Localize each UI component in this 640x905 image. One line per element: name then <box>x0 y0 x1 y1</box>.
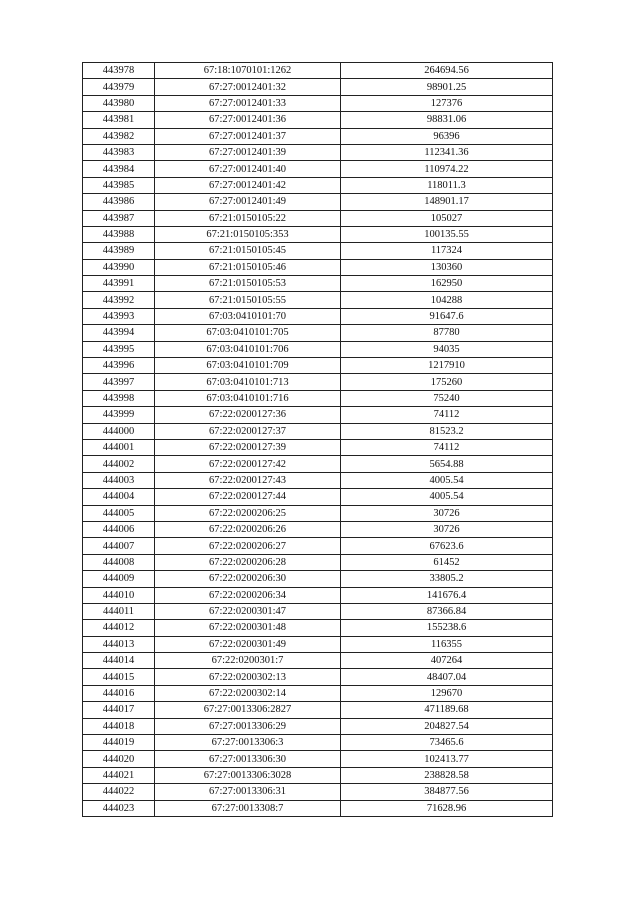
cadastral-number-cell: 67:03:0410101:705 <box>155 325 341 341</box>
value-cell: 148901.17 <box>341 194 553 210</box>
row-id-cell: 444005 <box>83 505 155 521</box>
row-id-cell: 443995 <box>83 341 155 357</box>
cadastral-number-cell: 67:22:0200302:13 <box>155 669 341 685</box>
value-cell: 141676.4 <box>341 587 553 603</box>
row-id-cell: 444016 <box>83 685 155 701</box>
row-id-cell: 443987 <box>83 210 155 226</box>
table-row <box>83 210 553 226</box>
table-row <box>83 341 553 357</box>
value-cell: 130360 <box>341 259 553 275</box>
table-row <box>83 587 553 603</box>
row-id-cell: 444011 <box>83 603 155 619</box>
value-cell: 127376 <box>341 95 553 111</box>
cadastral-number-cell: 67:27:0013306:31 <box>155 784 341 800</box>
table-row <box>83 735 553 751</box>
value-cell: 87780 <box>341 325 553 341</box>
table-row <box>83 177 553 193</box>
value-cell: 102413.77 <box>341 751 553 767</box>
table-row <box>83 259 553 275</box>
data-table <box>82 62 553 817</box>
row-id-cell: 444019 <box>83 735 155 751</box>
value-cell: 116355 <box>341 636 553 652</box>
row-id-cell: 444009 <box>83 571 155 587</box>
value-cell: 33805.2 <box>341 571 553 587</box>
table-row <box>83 456 553 472</box>
cadastral-number-cell: 67:22:0200206:27 <box>155 538 341 554</box>
row-id-cell: 443981 <box>83 112 155 128</box>
table-row <box>83 521 553 537</box>
table-row <box>83 571 553 587</box>
value-cell: 74112 <box>341 407 553 423</box>
table-row <box>83 79 553 95</box>
value-cell: 5654.88 <box>341 456 553 472</box>
cadastral-number-cell: 67:27:0013306:2827 <box>155 702 341 718</box>
table-row <box>83 554 553 570</box>
value-cell: 4005.54 <box>341 489 553 505</box>
value-cell: 87366.84 <box>341 603 553 619</box>
table-row <box>83 767 553 783</box>
row-id-cell: 444008 <box>83 554 155 570</box>
value-cell: 105027 <box>341 210 553 226</box>
cadastral-number-cell: 67:27:0012401:49 <box>155 194 341 210</box>
cadastral-number-cell: 67:22:0200127:42 <box>155 456 341 472</box>
cadastral-number-cell: 67:22:0200301:47 <box>155 603 341 619</box>
value-cell: 98831.06 <box>341 112 553 128</box>
value-cell: 67623.6 <box>341 538 553 554</box>
cadastral-number-cell: 67:21:0150105:55 <box>155 292 341 308</box>
row-id-cell: 443988 <box>83 226 155 242</box>
row-id-cell: 444015 <box>83 669 155 685</box>
value-cell: 175260 <box>341 374 553 390</box>
cadastral-number-cell: 67:03:0410101:706 <box>155 341 341 357</box>
table-row <box>83 63 553 79</box>
cadastral-number-cell: 67:22:0200206:30 <box>155 571 341 587</box>
cadastral-number-cell: 67:22:0200206:34 <box>155 587 341 603</box>
row-id-cell: 444010 <box>83 587 155 603</box>
cadastral-number-cell: 67:27:0013306:29 <box>155 718 341 734</box>
value-cell: 98901.25 <box>341 79 553 95</box>
value-cell: 118011.3 <box>341 177 553 193</box>
row-id-cell: 443984 <box>83 161 155 177</box>
value-cell: 1217910 <box>341 358 553 374</box>
cadastral-number-cell: 67:27:0012401:36 <box>155 112 341 128</box>
row-id-cell: 443990 <box>83 259 155 275</box>
cadastral-number-cell: 67:21:0150105:53 <box>155 276 341 292</box>
table-row <box>83 128 553 144</box>
table-row <box>83 702 553 718</box>
row-id-cell: 443980 <box>83 95 155 111</box>
value-cell: 162950 <box>341 276 553 292</box>
row-id-cell: 443985 <box>83 177 155 193</box>
cadastral-number-cell: 67:22:0200301:48 <box>155 620 341 636</box>
cadastral-number-cell: 67:22:0200206:26 <box>155 521 341 537</box>
cadastral-number-cell: 67:22:0200301:49 <box>155 636 341 652</box>
row-id-cell: 444021 <box>83 767 155 783</box>
row-id-cell: 444003 <box>83 472 155 488</box>
table-row <box>83 636 553 652</box>
value-cell: 264694.56 <box>341 63 553 79</box>
table-row <box>83 292 553 308</box>
table-body <box>83 63 553 817</box>
value-cell: 110974.22 <box>341 161 553 177</box>
table-row <box>83 390 553 406</box>
value-cell: 471189.68 <box>341 702 553 718</box>
cadastral-number-cell: 67:27:0012401:40 <box>155 161 341 177</box>
table-row <box>83 423 553 439</box>
row-id-cell: 444017 <box>83 702 155 718</box>
value-cell: 204827.54 <box>341 718 553 734</box>
cadastral-number-cell: 67:22:0200302:14 <box>155 685 341 701</box>
row-id-cell: 444002 <box>83 456 155 472</box>
value-cell: 81523.2 <box>341 423 553 439</box>
value-cell: 4005.54 <box>341 472 553 488</box>
table-row <box>83 243 553 259</box>
row-id-cell: 444014 <box>83 653 155 669</box>
row-id-cell: 443997 <box>83 374 155 390</box>
table-row <box>83 194 553 210</box>
table-row <box>83 800 553 816</box>
row-id-cell: 443999 <box>83 407 155 423</box>
value-cell: 238828.58 <box>341 767 553 783</box>
table-row <box>83 489 553 505</box>
table-row <box>83 751 553 767</box>
table-row <box>83 718 553 734</box>
cadastral-number-cell: 67:21:0150105:46 <box>155 259 341 275</box>
row-id-cell: 443993 <box>83 308 155 324</box>
cadastral-number-cell: 67:03:0410101:70 <box>155 308 341 324</box>
table-row <box>83 620 553 636</box>
table-row <box>83 505 553 521</box>
value-cell: 384877.56 <box>341 784 553 800</box>
value-cell: 104288 <box>341 292 553 308</box>
row-id-cell: 443991 <box>83 276 155 292</box>
table-row <box>83 226 553 242</box>
row-id-cell: 444013 <box>83 636 155 652</box>
table-row <box>83 95 553 111</box>
cadastral-number-cell: 67:22:0200127:43 <box>155 472 341 488</box>
value-cell: 91647.6 <box>341 308 553 324</box>
value-cell: 30726 <box>341 521 553 537</box>
cadastral-number-cell: 67:27:0012401:37 <box>155 128 341 144</box>
cadastral-number-cell: 67:22:0200301:7 <box>155 653 341 669</box>
cadastral-number-cell: 67:22:0200206:25 <box>155 505 341 521</box>
row-id-cell: 444004 <box>83 489 155 505</box>
row-id-cell: 443978 <box>83 63 155 79</box>
cadastral-number-cell: 67:27:0013306:3 <box>155 735 341 751</box>
row-id-cell: 443994 <box>83 325 155 341</box>
table-row <box>83 439 553 455</box>
cadastral-number-cell: 67:22:0200206:28 <box>155 554 341 570</box>
cadastral-number-cell: 67:21:0150105:45 <box>155 243 341 259</box>
value-cell: 129670 <box>341 685 553 701</box>
row-id-cell: 444000 <box>83 423 155 439</box>
value-cell: 71628.96 <box>341 800 553 816</box>
cadastral-number-cell: 67:27:0012401:39 <box>155 144 341 160</box>
row-id-cell: 444001 <box>83 439 155 455</box>
table-row <box>83 538 553 554</box>
value-cell: 61452 <box>341 554 553 570</box>
table-row <box>83 308 553 324</box>
cadastral-number-cell: 67:21:0150105:353 <box>155 226 341 242</box>
cadastral-number-cell: 67:03:0410101:713 <box>155 374 341 390</box>
cadastral-number-cell: 67:03:0410101:709 <box>155 358 341 374</box>
table-row <box>83 276 553 292</box>
table-row <box>83 472 553 488</box>
table-row <box>83 374 553 390</box>
row-id-cell: 443979 <box>83 79 155 95</box>
table-row <box>83 669 553 685</box>
row-id-cell: 444007 <box>83 538 155 554</box>
cadastral-number-cell: 67:27:0012401:32 <box>155 79 341 95</box>
table-row <box>83 407 553 423</box>
cadastral-number-cell: 67:27:0012401:42 <box>155 177 341 193</box>
table-row <box>83 685 553 701</box>
row-id-cell: 444023 <box>83 800 155 816</box>
table-row <box>83 325 553 341</box>
row-id-cell: 443996 <box>83 358 155 374</box>
cadastral-number-cell: 67:21:0150105:22 <box>155 210 341 226</box>
value-cell: 48407.04 <box>341 669 553 685</box>
table-row <box>83 653 553 669</box>
table-row <box>83 161 553 177</box>
cadastral-number-cell: 67:22:0200127:44 <box>155 489 341 505</box>
table-row <box>83 603 553 619</box>
row-id-cell: 443983 <box>83 144 155 160</box>
table-row <box>83 144 553 160</box>
value-cell: 94035 <box>341 341 553 357</box>
table-row <box>83 358 553 374</box>
cadastral-number-cell: 67:22:0200127:37 <box>155 423 341 439</box>
cadastral-number-cell: 67:22:0200127:36 <box>155 407 341 423</box>
value-cell: 100135.55 <box>341 226 553 242</box>
row-id-cell: 444012 <box>83 620 155 636</box>
cadastral-number-cell: 67:27:0013308:7 <box>155 800 341 816</box>
value-cell: 96396 <box>341 128 553 144</box>
cadastral-number-cell: 67:27:0013306:3028 <box>155 767 341 783</box>
value-cell: 74112 <box>341 439 553 455</box>
row-id-cell: 443989 <box>83 243 155 259</box>
value-cell: 73465.6 <box>341 735 553 751</box>
value-cell: 117324 <box>341 243 553 259</box>
row-id-cell: 444020 <box>83 751 155 767</box>
table-row <box>83 112 553 128</box>
value-cell: 75240 <box>341 390 553 406</box>
value-cell: 155238.6 <box>341 620 553 636</box>
row-id-cell: 443998 <box>83 390 155 406</box>
value-cell: 30726 <box>341 505 553 521</box>
table-row <box>83 784 553 800</box>
row-id-cell: 444018 <box>83 718 155 734</box>
row-id-cell: 444022 <box>83 784 155 800</box>
cadastral-number-cell: 67:18:1070101:1262 <box>155 63 341 79</box>
cadastral-number-cell: 67:27:0012401:33 <box>155 95 341 111</box>
row-id-cell: 443986 <box>83 194 155 210</box>
row-id-cell: 444006 <box>83 521 155 537</box>
row-id-cell: 443992 <box>83 292 155 308</box>
cadastral-number-cell: 67:22:0200127:39 <box>155 439 341 455</box>
cadastral-number-cell: 67:27:0013306:30 <box>155 751 341 767</box>
value-cell: 407264 <box>341 653 553 669</box>
cadastral-number-cell: 67:03:0410101:716 <box>155 390 341 406</box>
row-id-cell: 443982 <box>83 128 155 144</box>
value-cell: 112341.36 <box>341 144 553 160</box>
